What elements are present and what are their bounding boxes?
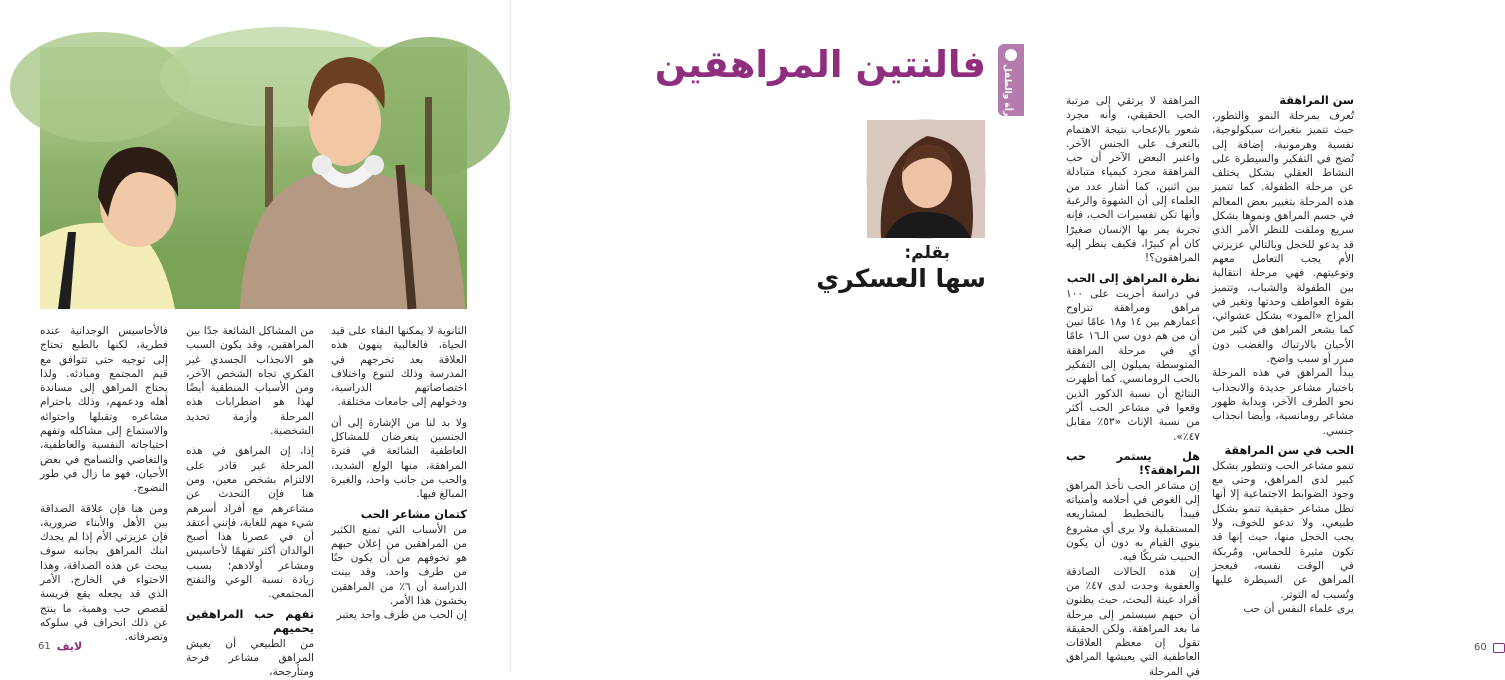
teens-photo [40,47,467,309]
paragraph: من المشاكل الشائعة جدًا بين المراهقين، وقد يكون السبب هو الانجذاب الجسدي غير الفكري تجاه الشخص الآخر، ومن الأسباب المنطقية أيضًا لهذا هو اضطرابات هذه المرحلة وأزمة تحديد الشخصية. [186,325,314,438]
section-heading: سن المراهقة [1279,94,1354,107]
article-column-left-1 [40,324,168,644]
page-number-right [1474,642,1505,653]
paragraph: إن هذه الحالات الصادقة والعفوية وجدت لدى ٤٧٪ من أفراد عينة البحث، حيث يظنون أن حبهم سيستمر إلى مرحلة ما بعد المراهقة. ولكن الحقيقة تقول إن معظم العلاقات العاطفية التي يعيشها المراهق في المرحلة [1066,565,1200,678]
section-heading: الحب في سن المراهقة [1224,443,1354,457]
paragraph: يبدأ المراهق في هذه المرحلة باختبار مشاعر جديدة والانجذاب نحو الطرف الآخر، وبداية ظهور مشاعر رومانسية، وأيضا انجذاب جنسي. [1212,367,1354,437]
author-name: سها العسكري [816,264,986,293]
left-page [0,0,511,679]
page-number: 60 [1474,642,1487,653]
paragraph: إذا، إن المراهق في هذه المرحلة غير قادر على الالتزام بشخص معين، ومن هنا فإن التحدث عن مشاعرهم مع أفراد أسرهم شيء مهم للغاية، فإنني أعتقد أن في عصرنا هذا أصبح الوالدان أكثر تفهمًا لأحاسيس ومشاعر أولادهم؛ بسبب زيادة نسبة الوعي والتفتح المجتمعي. [186,445,314,601]
paragraph: تنمو مشاعر الحب وتتطور بشكل كبير لدى المراهق، وحتى مع وجود الضوابط الاجتماعية إلا أنها تظل مشاعر حقيقية تنمو بشكل طبيعي، ولا تدعو للخوف، ولا يجب الخجل منها، حيث إنها قد تكون مثيرة للحماس، ومُربكة في الوقت نفسه، فيعجز المراهق عن السيطرة عليها وتُسبب له التوتر. [1212,459,1354,601]
magazine-brand: لايف [56,640,83,653]
paragraph: من الأسباب التي تمنع الكثير من المراهقين من إعلان حبهم هو تخوفهم من أن يكون حبًا من طرف واحد. وقد بينت الدراسة أن ٦٪ من المراهقين يخشون هذا الأمر. [331,523,467,608]
section-heading: تفهم حب المراهقين يحميهم [186,607,314,635]
article-column-left-3 [331,324,467,630]
page-number-left [38,640,82,653]
paragraph: الثانوية لا يمكنها البقاء على قيد الحياة، فالغالبية ينهون هذه العلاقة بعد تخرجهم في المدرسة وذلك لتنوع واختلاف اختصاصاتهم الدراسية، ودخولهم إلى جامعات مختلفة. [331,325,467,409]
paragraph: تُعرف بمرحلة النمو والتطور، حيث تتميز بتغيرات سيكولوجية، نفسية وهرمونية، إضافة إلى نُضج في التفكير والسيطرة على النشاط العقلي بشكل يختلف عن مرحلة الطفولة. كما تتميز هذه المرحلة بتغيير بعض المعالم في جسم المراهق ونموها بشكل سريع وملفت للنظر الأمر الذي قد يدعو للخجل وبالتالي عزيزتي الأم يجب التعامل معهم وتوعيتهم. فهي مرحلة انتقالية بين الطفولة والشباب، وتتميز بقوة العواطف وحدتها وتغير في المزاج «المود» بشكل عشوائي، كما يشعر المراهق في كثير من الأحيان بالارتباك والغضب دون مبرر أو سبب واضح. [1212,110,1354,366]
paragraph: يرى علماء النفس أن حب [1243,602,1354,615]
section-label: المرأة والطفل [1002,64,1012,129]
byline-label: بقلم: [904,243,950,263]
right-page [512,0,1487,678]
page-number: 61 [38,641,51,652]
section-tab [998,44,1024,129]
paragraph: المراهقة لا يرتقي إلى مرتبة الحب الحقيقي، وأنه مجرد شعور بالإعجاب نتيجة الاهتمام بالتعرف على الجنس الآخر. واعتبر البعض الآخر أن حب المراهقة مجرد كيمياء متبادلة بين اثنين، كما أشار عدد من العلماء إلى أن الشهوة والرغبة وأنها تكن تفسيرات الحب، فإنه تجربة يمر بها الإنسان صغيرًا كان أم كبيرًا، فكيف ينظر إليه المراهقون؟! [1066,95,1200,265]
article-column-right-2 [1066,94,1200,678]
section-heading: نظرة المراهق إلى الحب [1066,271,1200,285]
paragraph: فالأحاسيس الوجدانية عنده فطرية، لكنها بالطبع تحتاج إلى توجيه حتى تتوافق مع قيم المجتمع ومبادئه. ولذا يحتاج المراهق إلى مساندة أهله ودعمهم، وذلك باحترام مشاعره وتقبلها واحتوائه والاستماع إلى مشاكله وتفهم احتياجاته النفسية والعاطفية، والتغاضي والتسامح في بعض الأحيان، فهو ما زال في طور النضوج. [40,325,168,495]
author-photo [867,120,985,238]
section-heading: هل يستمر حب المراهقة؟! [1066,449,1200,477]
paragraph: إن الحب من طرف واحد يعتبر [336,609,467,622]
article-column-left-2 [186,324,314,679]
paragraph: ومن هنا فإن علاقة الصداقة بين الأهل والأبناء ضرورية، فإن عزيزتي الأم إذا لم يجدك ابنك المراهق بجانبه سوف يبحث عن هذه الصداقة، وهذا الاحتواء في الخارج، الأمر الذي قد يجعله يقع فريسة لقصص حب وهمية، ما ينتج عن ذلك انحراف في سلوكه وتصرفاته. [40,502,168,644]
paragraph: إن مشاعر الحب تأخذ المراهق إلى الغوص في أحلامه وأمنياته فيبدأ بالتخطيط لمشاريعه المستقبلية ولا يرى أي مشروع ينوي القيام به دون أن يكون الحبيب شريكًا فيه. [1066,479,1200,564]
paragraph: ولا بد لنا من الإشارة إلى أن الجنسين يتعرضان للمشاكل العاطفية الشائعة في فترة المراهقة، منها الولع الشديد، والحب من جانب واحد، والغيرة المبالغ فيها. [331,416,467,501]
woman-child-icon [1005,49,1017,61]
paragraph: في دراسة أجريت على ١٠٠ مراهق ومراهقة تتراوح أعمارهم بين ١٤ و١٨ عامًا تبين أن من هم دون سن الـ١٦ عامًا أي في مرحلة المراهقة المتوسطة يميلون إلى التفكير بالحب الرومانسي. كما أظهرت النتائج أن نسبة الذكور الذين وقعوا في مشاعر الحب أكثر من نسبة الإناث «٥٣٪ مقابل ٤٧٪». [1066,287,1200,443]
article-column-right-1 [1212,94,1354,634]
magazine-icon [1493,643,1505,653]
article-title: فالنتين المراهقين [654,43,986,86]
paragraph: من الطبيعي أن يعيش المراهق مشاعر فرحة ومتأرجحة، [186,637,314,679]
section-heading: كتمان مشاعر الحب [360,507,467,521]
